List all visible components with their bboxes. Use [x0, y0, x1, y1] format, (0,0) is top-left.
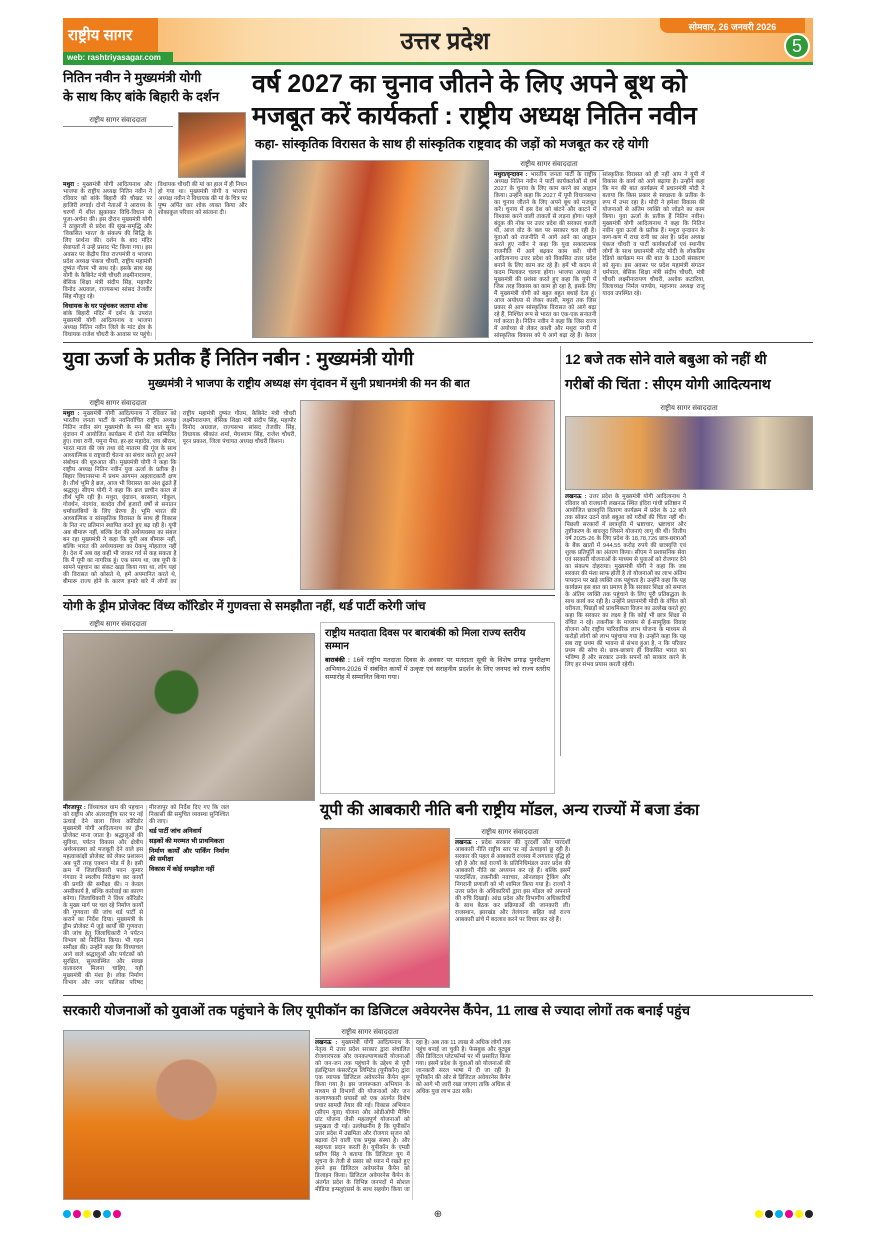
- body-text: भारतीय जनता पार्टी के राष्ट्रीय अध्यक्ष नितिन नवीन ने पार्टी कार्यकर्ताओं से वर्ष 2027 के चुनाव के लिए काम करने का आह्वान किया। उन्होंने कहा कि 2027 में यूपी विधानसभा का चुनाव जीतने के लिए अपने बूथ को मजबूत करें। चुनाव में इस देश को बांटने और काटने में विश्वास करने वाली ताकतों से लड़ना होगा। पहले बंदूक की नोक पर उत्तर प्रदेश की सरकार चलती थी, आज वोट के बल पर सरकार चल रही है। युवाओं को राजनीति में आगे आने का आह्वान करते हुए नवीन ने कहा कि युवा सकारात्मक राजनीति में आगे बढ़कर काम करें। योगी आदित्यनाथ उत्तर प्रदेश को विकसित उत्तर प्रदेश बनाने के लिए काम कर रहे हैं। हमें भी कदम से कदम मिलाकर चलना होगा। भाजपा अध्यक्ष ने मुख्यमंत्री की प्रशंसा करते हुए कहा कि यूपी में जिस तरह विकास का काम हो रहा है, इसके लिए मैं मुख्यमंत्री योगी को बहुत बहुत बधाई देता हूं। आज अयोध्या से लेकर काशी, मथुरा तक जिस प्रकार से आप सांस्कृतिक विरासत को आगे बढ़ा रहे हैं, निश्चित रूप से भारत का एक-एक सनातनी गर्व करता है। नितिन नवीन ने कहा कि जिस राज्य में अयोध्या से लेकर काशी और मथुरा नगरी में सांस्कृतिक विकास को ये आगे बढ़ा रहे हैं। केवल सांस्कृतिक विरासत को ही नहीं आप ने यूपी में विकास के कार्य को आगे बढ़ाया है। उन्होंने कहा कि मन की बात कार्यक्रम में प्रधानमंत्री मोदी ने बताया कि किस प्रकार से स्वच्छता के प्रतीक के रूप में उभर रहा है। मोदी ने हमेशा विकास की योजनाओं से अंतिम व्यक्ति को जोड़ने का काम किया। युवा ऊर्जा के प्रतीक हैं नितिन नवीन। मुख्यमंत्री योगी आदित्यनाथ ने कहा कि नितिन नवीन युवा ऊर्जा के प्रतीक हैं। मथुरा वृन्दावन के कण-कण में राधा रानी का अंश है। प्रदेश अध्यक्ष पंकज चौधरी व पार्टी कार्यकर्ताओं एवं स्थानीय लोगों के साथ प्रधानमंत्री नरेंद्र मोदी के लोकप्रिय रेडियो कार्यक्रम मन की बात के 130वें संस्करण को सुना। इस अवसर पर प्रदेश महामंत्री संगठन धर्मपाल, बेसिक शिक्षा मंत्री संदीप चौधरी, मंत्री चौधरी लक्ष्मीनारायण चौधरी, अशोक कटारिया, जिलाध्यक्ष निर्मल पाण्डेय, महानगर अध्यक्ष राजू यादव उपस्थित रहे।: [494, 172, 705, 339]
- website-link[interactable]: web: rashtriyasagar.com: [63, 52, 173, 65]
- dateline: मथुरा :: [63, 411, 80, 417]
- story1-headline: [63, 68, 247, 106]
- story3-photo: [300, 400, 555, 590]
- headline-line: नितिन नवीन ने मुख्यमंत्री योगी: [63, 70, 202, 85]
- story8-body: [315, 1040, 813, 1200]
- divider: [63, 995, 813, 996]
- story3-headline: युवा ऊर्जा के प्रतीक हैं नितिन नबीन : मुख्यमंत्री योगी: [63, 349, 414, 370]
- story7-headline: यूपी की आबकारी नीति बनी राष्ट्रीय मॉडल, अन्य राज्यों में बजा डंका: [320, 802, 700, 819]
- story3-body: [63, 411, 296, 591]
- dateline: लखनऊ :: [455, 840, 478, 846]
- story5-subhead: सड़कों की मरम्मत भी प्राथमिकता: [149, 838, 224, 845]
- body-text: विंध्याचल धाम की पहचान को राष्ट्रीय और अंतरराष्ट्रीय स्तर पर नई ऊंचाई देने वाला विंध्य कॉरिडोर मुख्यमंत्री योगी आदित्यनाथ का ड्रीम प्रोजेक्ट माना जाता है। श्रद्धालुओं की सुविधा, पर्यटन विकास और क्षेत्रीय अर्थव्यवस्था को मजबूती देने वाले इस महत्वाकांक्षी प्रोजेक्ट को लेकर प्रशासन अब पूरी तरह एक्शन मोड में है। इसी क्रम में जिलाधिकारी पवन कुमार गंगवार ने स्थलीय निरीक्षण कर कार्यों की प्रगति की समीक्षा की। न केवल अस्वीकार्य है, बल्कि कार्रवाई का कारण बनेगा। जिलाधिकारी ने विंध्य कॉरिडोर के मुख्य मार्ग पर चल रहे निर्माण कार्यों की गुणवत्ता की जांच थर्ड पार्टी से कराने का निर्देश दिया। मुख्यमंत्री के ड्रीम प्रोजेक्ट में जुड़े कार्यों की गुणवत्ता की जांच हेतु जिलाधिकारी ने पर्यटन विभाग को निर्देशित किया। भी गहन समीक्षा की। उन्होंने कहा कि विंध्याचल आने वाले श्रद्धालुओं और पर्यटकों को सुरक्षित, सुव्यवस्थित और स्वच्छ वातावरण मिलना चाहिए, यही मुख्यमंत्री की मंशा है। लोक निर्माण विभाग और नगर पालिका परिषद मीरजापुर को निर्देश दिए गए कि जल निकासी की समुचित व्यवस्था सुनिश्चित की जाए।: [63, 805, 229, 986]
- story1-subhead: विधायक के घर पहुंचकर जताया शोक: [63, 303, 148, 310]
- section-title: उत्तर प्रदेश: [400, 28, 490, 55]
- story4-body: [565, 494, 813, 754]
- column-divider: [560, 346, 561, 756]
- divider: [63, 595, 555, 596]
- color-bar: [755, 1210, 813, 1218]
- main-subheadline: कहा- सांस्कृतिक विरासत के साथ ही सांस्कृतिक राष्ट्रवाद की जड़ों को मजबूत कर रहे योगी: [255, 137, 649, 151]
- divider: [63, 342, 813, 343]
- byline: राष्ट्रीय सागर संवाददाता: [63, 620, 173, 631]
- dateline: मीरजापुर :: [63, 805, 86, 811]
- headline-line: मजबूत करें कार्यकर्ता : राष्ट्रीय अध्यक्ष नितिन नवीन: [252, 102, 697, 130]
- story5-subhead: निर्माण कार्यों और पार्किंग निर्माण की समीक्षा: [149, 848, 229, 863]
- body-text: बांके बिहारी मंदिर में दर्शन के उपरांत मुख्यमंत्री योगी आदित्यनाथ व भाजपा अध्यक्ष नितिन नवीन जिले के मांट क्षेत्र के विधायक राजेश चौधरी के आवास पर पहुंचे। विधायक चौधरी की मां का हाल में ही निधन हो गया था। मुख्यमंत्री योगी व भाजपा अध्यक्ष नवीन ने विधायक की मां के चित्र पर पुष्प अर्पित कर शोक व्यक्त किया और शोकाकुल परिवार को सांत्वना दी।: [63, 182, 247, 338]
- story4-headline: [565, 347, 815, 397]
- main-story-body: [494, 172, 813, 340]
- dateline: बाराबंकी :: [325, 657, 350, 664]
- page-number: 5: [784, 33, 810, 59]
- story8-headline: सरकारी योजनाओं को युवाओं तक पहुंचाने के लिए यूपीकॉन का डिजिटल अवेयरनेस कैंपेन, 11 लाख से ज्यादा लोगों तक बनाई पहुंच: [63, 1003, 690, 1018]
- byline: राष्ट्रीय सागर संवाददाता: [455, 828, 565, 839]
- dateline: लखनऊ :: [565, 494, 587, 500]
- headline-line: 12 बजे तक सोने वाले बबुआ को नहीं थी: [565, 351, 767, 367]
- story7-body: [455, 840, 813, 990]
- story4-photo: [565, 416, 813, 490]
- headline-line: के साथ किए बांके बिहारी के दर्शन: [63, 89, 220, 104]
- byline: राष्ट्रीय सागर संवाददाता: [660, 405, 718, 412]
- story1-body: [63, 182, 247, 340]
- story6-box: [320, 622, 555, 794]
- issue-date: सोमवार, 26 जनवरी 2026: [660, 18, 805, 33]
- byline: राष्ट्रीय सागर संवाददाता: [494, 160, 604, 171]
- story1-photo: [178, 112, 246, 178]
- story5-headline: योगी के ड्रीम प्रोजेक्ट विंध्य कॉरिडोर में गुणवत्ता से समझौता नहीं, थर्ड पार्टी करेगी जांच: [63, 599, 426, 613]
- story5-body: [63, 805, 315, 990]
- headline-line: वर्ष 2027 का चुनाव जीतने के लिए अपने बूथ को: [252, 70, 687, 98]
- dateline: लखनऊ :: [315, 1040, 338, 1046]
- byline: राष्ट्रीय सागर संवाददाता: [315, 1028, 425, 1039]
- story6-headline: राष्ट्रीय मतदाता दिवस पर बाराबंकी को मिला राज्य स्तरीय सम्मान: [325, 628, 526, 652]
- main-story-photo: [252, 160, 489, 338]
- story7-photo: [320, 828, 450, 988]
- byline: राष्ट्रीय सागर संवाददाता: [63, 116, 173, 127]
- body-text: मुख्यमंत्री योगी आदित्यनाथ और भाजपा के राष्ट्रीय अध्यक्ष नितिन नवीन ने रविवार को बांके बिहारी की चौखट पर हाजिरी लगाई। दोनों नेताओं ने आराध्य के चरणों में शीश झुकाकर विधि-विधान से पूजा-अर्चना की। इस दौरान मुख्यमंत्री योगी ने ठाकुरजी से प्रदेश की सुख-समृद्धि और 'विकसित भारत' के संकल्प की सिद्धि के लिए प्रार्थना की। दर्शन के बाद मंदिर सेवायतों ने उन्हें प्रसाद भेंट किया गया। इस अवसर पर केंद्रीय वित्त राज्यमंत्री व भाजपा प्रदेश अध्यक्ष पंकज चौधरी, राष्ट्रीय महामंत्री दुष्यंत गौतम भी साथ रहे। इसके साथ सह योगी के कैबिनेट मंत्री चौधरी लक्ष्मीनारायण, बेसिक शिक्षा मंत्री संदीप सिंह, महापौर विनोद अग्रवाल, राज्यसभा सांसद तेजवीर सिंह मौजूद रहे।: [63, 182, 152, 300]
- dateline: मथुरा :: [63, 182, 80, 188]
- registration-mark-icon: ⊕: [433, 1208, 443, 1220]
- newspaper-logo: राष्ट्रीय सागर: [63, 18, 158, 52]
- byline: राष्ट्रीय सागर संवाददाता: [63, 399, 173, 410]
- color-bar: [63, 1210, 121, 1218]
- story3-subheadline: मुख्यमंत्री ने भाजपा के राष्ट्रीय अध्यक्ष संग वृंदावन में सुनी प्रधानमंत्री की मन की बात: [148, 378, 470, 390]
- headline-line: गरीबों की चिंता : सीएम योगी आदित्यनाथ: [565, 376, 771, 392]
- dateline: मथुरा/वृन्दावन :: [494, 172, 528, 178]
- main-headline: [252, 68, 814, 132]
- body-text: उत्तर प्रदेश के मुख्यमंत्री योगी आदित्यनाथ ने रविवार को राजधानी लखनऊ स्थित इंदिरा गांधी प्रतिष्ठान में आयोजित छात्रवृत्ति वितरण कार्यक्रम में प्रदेश के 12 बजे तक सोकर उठने वाले बबुआ को गरीबों की चिंता नहीं थी। पिछली सरकारों में छात्रवृत्ति में भ्रष्टाचार, भ्रष्टाचार और तुष्टीकरण के बावजूद जिसने योजनाएं लागू की थीं। वित्तीय वर्ष 2025-26 के लिए प्रदेश के 18,78,726 छात्र-छात्राओं के बैंक खातों में 944.55 करोड़ रुपये की छात्रवृत्ति एवं शुल्क प्रतिपूर्ति का अंतरण किया। सीएम ने प्रशासनिक सेवा एवं सरकारी योजनाओं के माध्यम से युवाओं को रोजगार देने का संकल्प दोहराया। मुख्यमंत्री योगी ने कहा कि जब सरकार की मंशा साफ होती है तो योजनाओं का लाभ अंतिम पायदान पर खड़े व्यक्ति तक पहुंचता है। उन्होंने कहा कि यह कार्यक्रम इस बात का प्रमाण है कि सरकार शिक्षा को समाज के अंतिम व्यक्ति तक पहुंचाने के लिए पूरी प्रतिबद्धता के साथ कार्य कर रही है। उन्होंने प्रधानमंत्री मोदी के वंचित को वरीयता, पिछड़ों को प्राथमिकता विजन का उल्लेख करते हुए कहा कि सरकार का लक्ष्य है कि कोई भी छात्र शिक्षा से वंचित न रहे। तकनीक के माध्यम से ई-सामूहिक विवाह योजना और राष्ट्रीय पारिवारिक लाभ योजना के माध्यम से करोड़ों लोगों को लाभ पहुंचाया गया है। उन्होंने कहा कि यह सब राष्ट्र प्रथम की भावना से संभव हुआ है, न कि परिवार प्रथम की सोच से। छात्र-छात्राएं ही विकसित भारत का भविष्य हैं और सरकार उनके सपनों को साकार करने के लिए हर संभव प्रयास करती रहेगी।: [565, 494, 686, 668]
- body-text: मुख्यमंत्री योगी आदित्यनाथ ने रविवार को भारतीय जनता पार्टी के नवनिर्वाचित राष्ट्रीय अध्यक्ष नितिन नवीन संग मुख्यमंत्री के मन की बात सुनी। वृंदावन में आयोजित कार्यक्रम में दोनों नेता सम्मिलित हुए। राधा रानी, यमुना मैया, हर-हर महादेव, जय श्रीराम, भारत माता की जय तथा वंदे मातरम की गूंज के साथ आध्यात्मिक व राष्ट्रवादी चेतना का संचार करते हुए अपने संबोधन की शुरुआत की। मुख्यमंत्री योगी ने कहा कि राष्ट्रीय अध्यक्ष नितिन नवीन युवा ऊर्जा के प्रतीक हैं। बिहार विधानसभा में प्रथम आगमन अहलादकारी क्षण है। तीर्थ भूमि है ब्रज, आज भी विरासत का अंश ढूंढते हैं श्रद्धालु। सीएम योगी ने कहा कि ब्रज प्राचीन काल से तीर्थ भूमि रही है। मथुरा, वृंदावन, बरसाना, गोकुल, गोवर्धन, नंदगांव, बलदेव तीर्थ हजारों वर्षों से सनातन धर्मावलंबियों के लिए प्रेरणा हैं। भूमि भारत की आध्यात्मिक व सांस्कृतिक विरासत के साथ ही विकास के नित नए प्रतिमान स्थापित करते हुए बढ़ रही है। यूपी अब बीमारू नहीं, बल्कि देश की अर्थव्यवस्था का संबल बन रहा मुख्यमंत्री ने कहा कि यूपी अब बीमारू नहीं, बल्कि भारत की अर्थव्यवस्था का ग्रेकभू मोहताज नहीं है। देश में अब वह कहीं भी जाकर गर्व से कह सकता है कि मैं यूपी का नागरिक हूं। एक समय था, जब यूपी के सामने पहचान का संकट खड़ा किया गया था, लोग यहां की विरासत को कोसते थे, हमें अपमानित करते थे, बीमारू राज्य होने के कारण हमारे बारे में लोगों का राष्ट्रीय महामंत्री दुष्यंत गौतम, कैबिनेट मंत्री चौधरी लक्ष्मीनारायण, बेसिक शिक्षा मंत्री संदीप सिंह, महापौर विनोद अग्रवाल, राज्यसभा सांसद तेजवीर सिंह, विधायक श्रीकांत शर्मा, मेघश्याम सिंह, राजेश चौधरी, पूरन प्रकाश, जिला पंचायत अध्यक्ष चौधरी किशन।: [63, 411, 296, 585]
- story5-subhead: थर्ड पार्टी जांच अनिवार्य: [149, 828, 202, 835]
- print-registration-strip: [63, 1208, 813, 1220]
- story5-subhead: विकास में कोई समझौता नहीं: [149, 866, 215, 873]
- story6-body: [325, 657, 550, 683]
- story8-photo: [63, 1030, 310, 1200]
- body-text: प्रदेश सरकार की दूरदर्शी और पारदर्शी आबकारी नीति राष्ट्रीय स्तर पर नई ऊंचाइयां छू रही है। सरकार की पहल से आबकारी राजस्व में लगातार वृद्धि हो रही है और कई राज्यों के प्रतिनिधिमंडल उत्तर प्रदेश की आबकारी नीति का अध्ययन कर रहे हैं। बल्कि इसमें पारदर्शिता, तकनीकी नवाचार, ऑनलाइन ट्रैकिंग और निगरानी प्रणाली को भी शामिल किया गया है। राज्यों ने उत्तर प्रदेश के अधिकारियों द्वारा इस मॉडल को अपनाने की रुचि दिखाई। आंध्र प्रदेश और विभागीय अधिकारियों के साथ बैठक कर प्रक्रियाओं की जानकारी ली। राजस्थान, झारखंड और तेलंगाना सहित कई राज्य आबकारी ढांचे में बदलाव करने पर विचार कर रहे हैं।: [455, 840, 571, 923]
- body-text: 16वें राष्ट्रीय मतदाता दिवस के अवसर पर मतदाता सूची के विशेष प्रगाढ़ पुनरीक्षण अभियान-2026 में संबंधित कार्यों में उत्कृष्ट एवं सराहनीय प्रदर्शन के लिए जनपद को राज्य स्तरीय सम्मारोह में सम्मानित किया गया।: [325, 657, 550, 681]
- body-text: मुख्यमंत्री योगी आदित्यनाथ के नेतृत्व में उत्तर प्रदेश सरकार द्वारा संचालित रोजगारपरक और जनकल्याणकारी योजनाओं को जन-जन तक पहुंचाने के उद्देश्य से यूपी इंडस्ट्रियल कंसल्टेंट्स लिमिटेड (यूपीकॉन) द्वारा एक व्यापक डिजिटल अवेयरनेस कैंपेन शुरू किया गया है। इस जागरूकता अभियान के माध्यम से विभागों की योजनाओं और जन कल्याणकारी प्रयासों को एक अंतर्गत विशेष प्रचार सामग्री तैयार की गई। विकास अभियान (सीएम युवा) योजना और ओडीओपी मैचिंग ग्रांट योजना जैसी महत्वपूर्ण योजनाओं को प्रमुखता दी गई। उल्लेखनीय है कि यूपीकॉन उत्तर प्रदेश में उद्यमिता और रोजगार सृजन को बढ़ावा देने वाली एक प्रमुख संस्था है। और सहायता प्रदान करती है। यूपीकॉन के एमडी प्रवीण सिंह ने बताया कि डिजिटल युग में सूचना के तेजी से प्रसार को ध्यान में रखते हुए हमने इस डिजिटल अवेयरनेस कैंपेन को डिजाइन किया। डिजिटल अवेयरनेस कैंपेन के अंतर्गत प्रदेश के विभिन्न जनपदों में सोशल मीडिया इन्फ्लुएंसर्स के साथ सहयोग किया जा रहा है। अब तक 11 लाख से अधिक लोगों तक पहुंच बनाई जा चुकी है। फेसबुक और यूट्यूब जैसे डिजिटल प्लेटफॉर्म्स पर भी प्रसारित किया गया। इसमें प्रदेश के युवाओं को योजनाओं की जानकारी सरल भाषा में दी जा रही है। यूपीकॉन की ओर से डिजिटल अवेयरनेस कैंपेन को आगे भी जारी रखा जाएगा ताकि अधिक से अधिक युवा लाभ उठा सकें।: [315, 1040, 511, 1193]
- story5-photo: [63, 633, 315, 801]
